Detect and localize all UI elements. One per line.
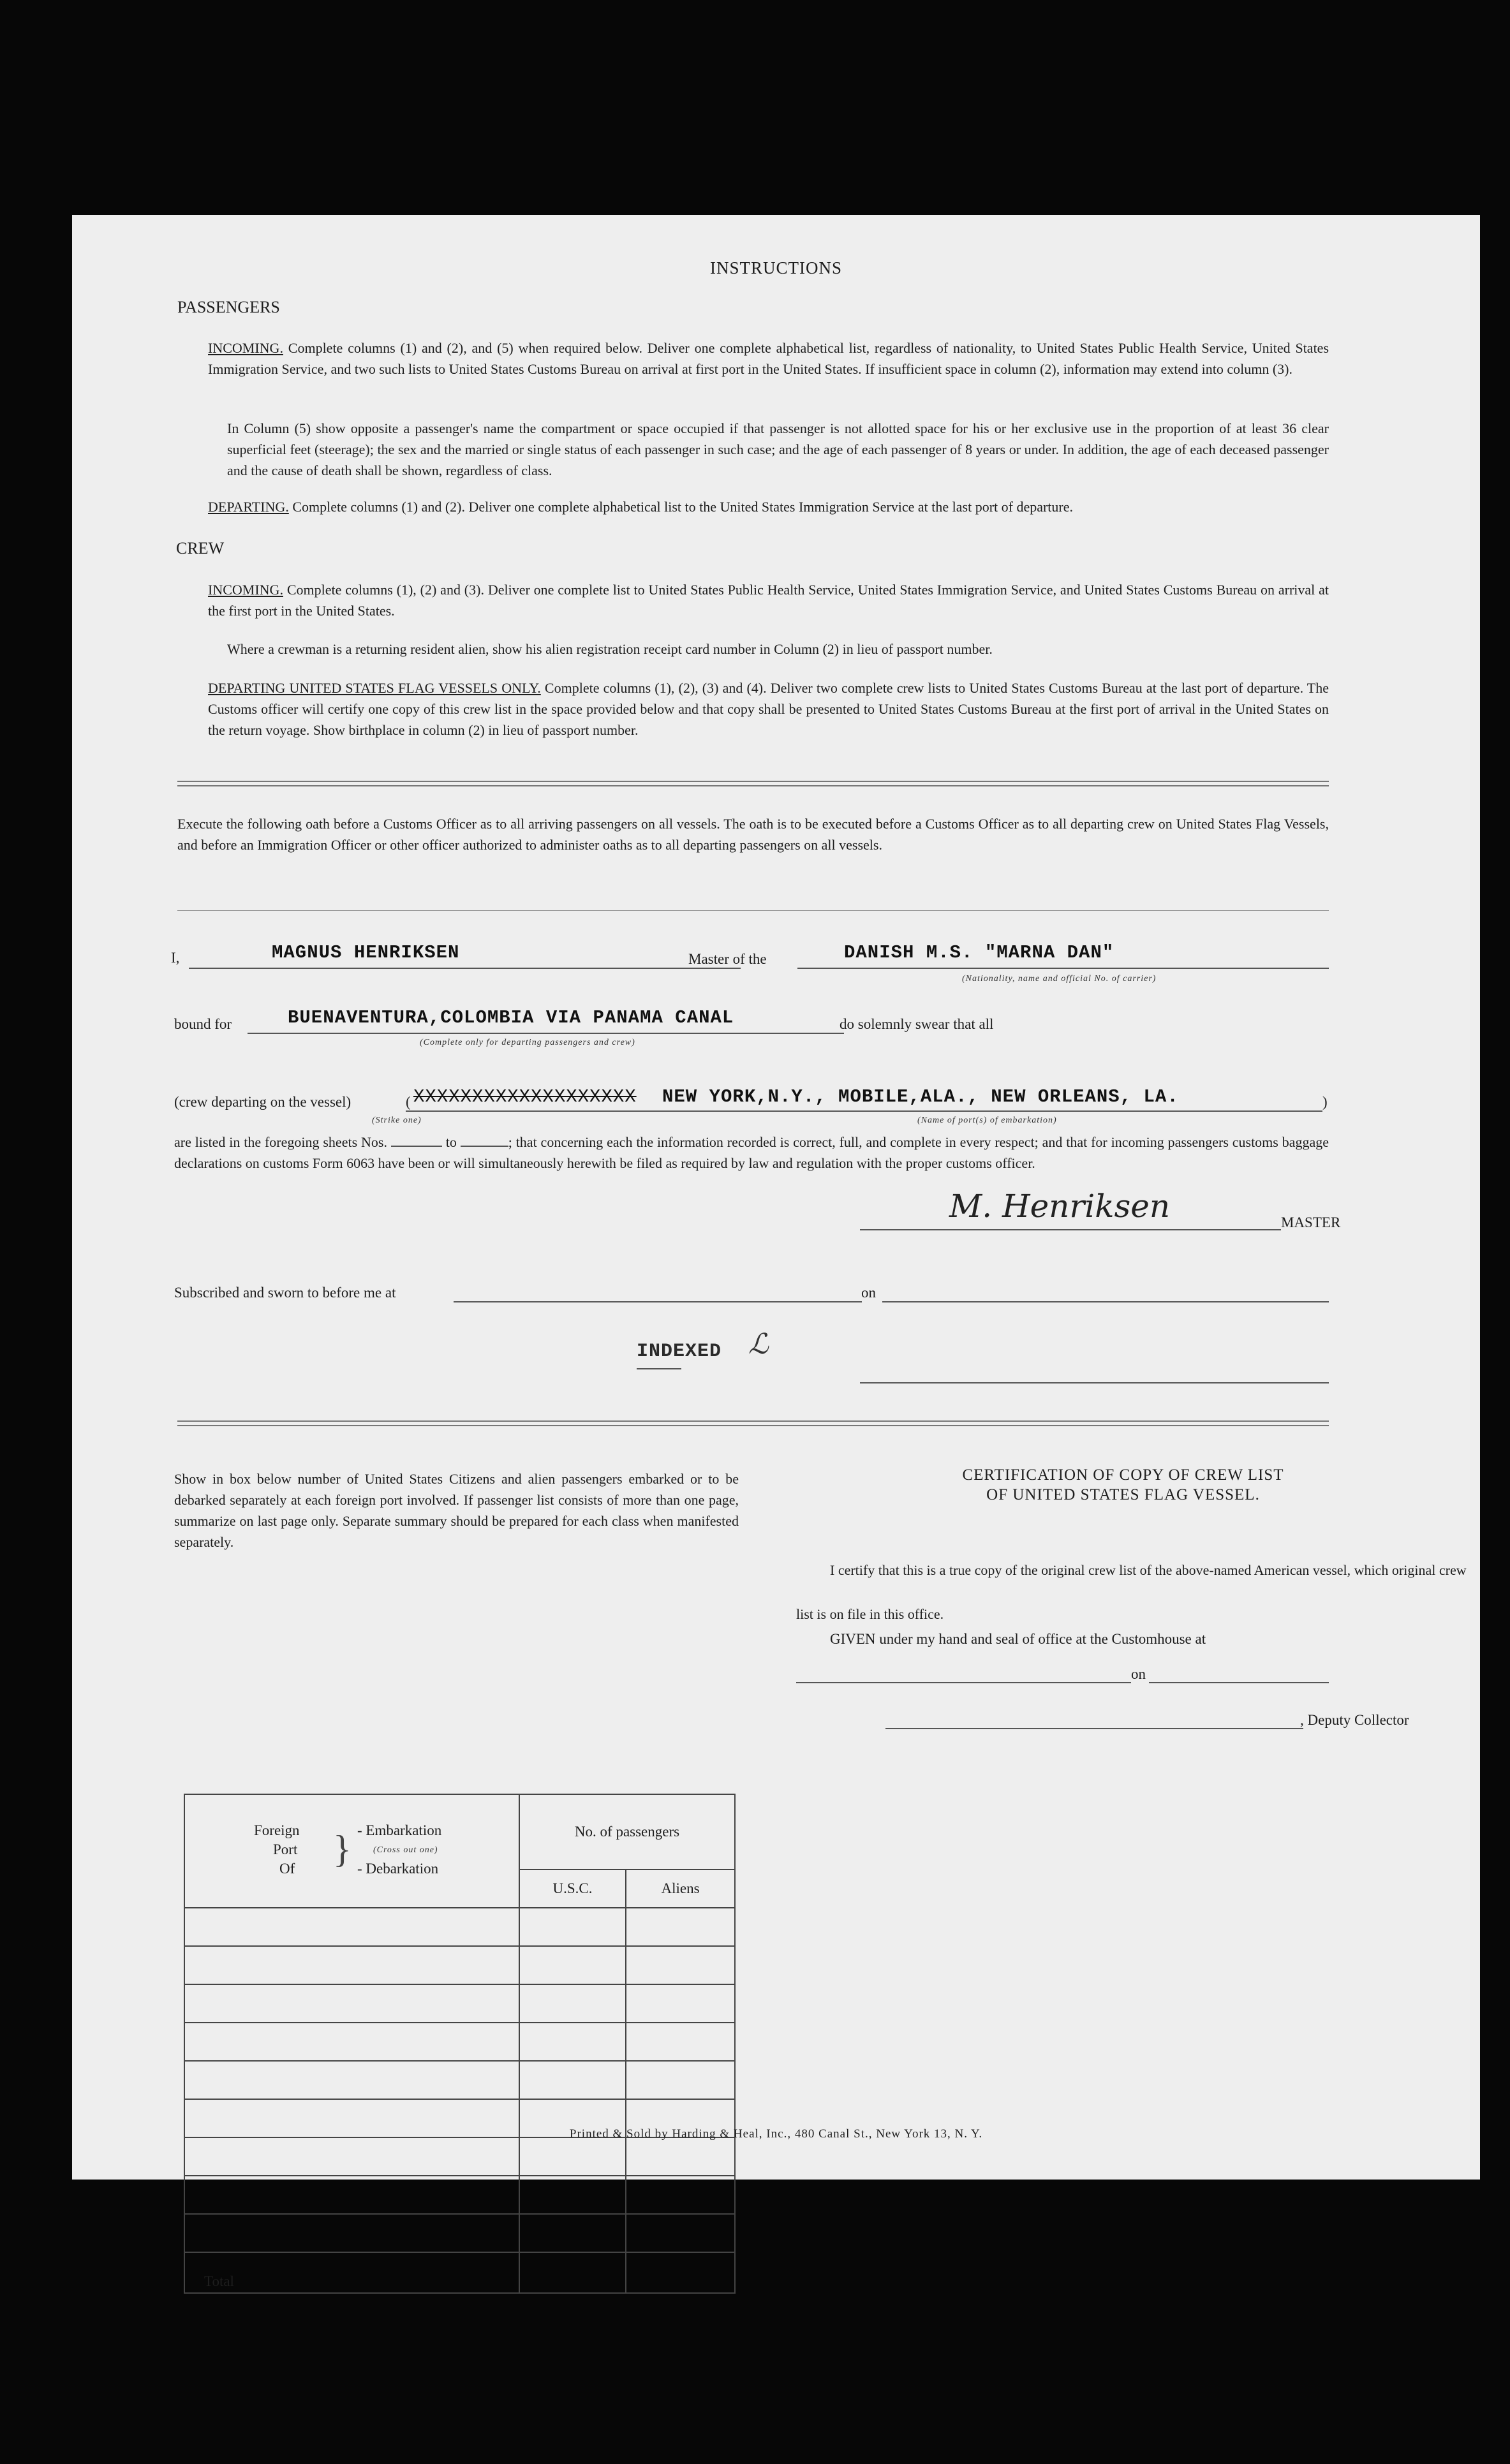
port-cell[interactable]: [184, 1946, 519, 1984]
summary-instructions: Show in box below number of United States Citizens and alien passengers embarked or to be debarked separately at each foreign port involved. If passenger list consists of more than one page, summarize on last page only. Separate summary should be prepared for each class when manifested separately.: [174, 1471, 739, 1550]
passengers-header: No. of passengers: [519, 1794, 735, 1870]
to-label: to: [445, 1134, 457, 1150]
column5-paragraph: In Column (5) show opposite a passenger's name the compartment or space occupied if that passenger is not allotted space for his or her exclusive use in the proportion of at least 36 clear superficial feet (steerage); the sex and the married or single status of each passenger in such case; and the age of each passenger of 8 years or under. In addition, the age of each deceased passenger and the cause of death shall be shown, regardless of class.: [227, 420, 1329, 478]
certification-title-line2: OF UNITED STATES FLAG VESSEL.: [986, 1486, 1260, 1503]
vessel-line: [797, 968, 1329, 969]
usc-cell[interactable]: [519, 1946, 626, 1984]
port-label-3: Of: [279, 1861, 295, 1877]
ports-line: [406, 1110, 1322, 1112]
sheet-to-line: [461, 1146, 508, 1147]
instructions-title: INSTRUCTIONS: [709, 258, 842, 277]
table-row: [184, 2023, 735, 2061]
debarkation-label: - Debarkation: [357, 1861, 439, 1877]
vessel-caption: (Nationality, name and official No. of carrier): [962, 974, 1157, 984]
ports-caption: (Name of port(s) of embarkation): [917, 1116, 1057, 1125]
passengers-departing-label: DEPARTING.: [208, 499, 289, 515]
oath-divider: [177, 910, 1329, 911]
aliens-cell[interactable]: [626, 2214, 735, 2252]
crew-departing-paragraph: [208, 677, 1329, 741]
usc-cell[interactable]: [519, 2137, 626, 2176]
aliens-cell[interactable]: [626, 2061, 735, 2099]
officer-line: [860, 1382, 1329, 1383]
listed-text: are listed in the foregoing sheets Nos.: [174, 1134, 387, 1150]
destination-line: [248, 1033, 844, 1034]
crew-departing-label: DEPARTING UNITED STATES FLAG VESSELS ONLY.: [208, 680, 541, 696]
oath-intro: Execute the following oath before a Customs Officer as to all arriving passengers on all vessels. The oath is to be executed before a Customs Officer as to all departing crew on United States Flag Vessels, and before an Immigration Officer or other officer authorized to administer oaths as to all departing passengers on all vessels.: [177, 816, 1329, 853]
sheet-from-line: [391, 1146, 442, 1147]
certification-title: [796, 1465, 1450, 1505]
bound-for-label: bound for: [174, 1016, 232, 1032]
usc-cell[interactable]: [519, 2023, 626, 2061]
printer-footer: Printed & Sold by Harding & Heal, Inc., 480 Canal St., New York 13, N. Y.: [569, 2127, 983, 2141]
port-cell[interactable]: [184, 1908, 519, 1946]
port-cell[interactable]: [184, 2023, 519, 2061]
usc-cell[interactable]: [519, 2176, 626, 2214]
passengers-incoming-text: Complete columns (1) and (2), and (5) when required below. Deliver one complete alphabetical list, regardless of nationality, to United States Public Health Service, United States Immigration Service, and two such lists to United States Customs Bureau on arrival at first port in the United States. If insufficient space in column (2), information may extend into column (3).: [208, 340, 1329, 377]
certify-text: I certify that this is a true copy of the original crew list of the above-named American vessel, which original crew list is on file in this office.: [796, 1562, 1467, 1622]
subscribed-label: Subscribed and sworn to before me at: [174, 1285, 396, 1301]
table-row: [184, 2214, 735, 2252]
close-paren: ): [1322, 1094, 1328, 1110]
deputy-signature-line: [885, 1728, 1303, 1729]
port-cell[interactable]: [184, 2061, 519, 2099]
total-row: [184, 2252, 735, 2293]
usc-cell[interactable]: [519, 2214, 626, 2252]
table-row: [184, 2137, 735, 2176]
ports: NEW YORK,N.Y., MOBILE,ALA., NEW ORLEANS, LA.: [662, 1086, 1179, 1107]
aliens-cell[interactable]: [626, 2137, 735, 2176]
crew-departing-text: Complete columns (1), (2), (3) and (4). Deliver two complete crew lists to United States Customs Bureau at the last port of departure. The Customs officer will certify one copy of this crew list in the space provided below and that copy shall be presented to United States Customs Bureau at the first port of arrival in the United States on the return voyage. Show birthplace in column (2) in lieu of passport number.: [208, 680, 1329, 738]
listed-paragraph: [174, 1132, 1329, 1174]
aliens-total-cell[interactable]: [626, 2252, 735, 2293]
swear-text: do solemnly swear that all: [840, 1016, 994, 1032]
aliens-cell[interactable]: [626, 2176, 735, 2214]
passengers-incoming-paragraph: [208, 337, 1329, 380]
port-cell[interactable]: [184, 2176, 519, 2214]
aliens-cell[interactable]: [626, 1946, 735, 1984]
crew-alien-paragraph: Where a crewman is a returning resident alien, show his alien registration receipt card number in Column (2) in lieu of passport number.: [227, 641, 993, 657]
vessel-name: DANISH M.S. "MARNA DAN": [844, 942, 1114, 963]
port-label-2: Port: [273, 1841, 298, 1857]
subscribed-place-line: [454, 1301, 862, 1302]
embarkation-label: - Embarkation: [357, 1822, 442, 1838]
bottom-divider: [177, 1420, 1329, 1426]
customhouse-line: [796, 1682, 1131, 1683]
aliens-cell[interactable]: [626, 1908, 735, 1946]
port-cell[interactable]: [184, 1984, 519, 2023]
table-header-row: [184, 1794, 735, 1870]
section-divider: [177, 781, 1329, 786]
deputy-collector-label: , Deputy Collector: [1300, 1712, 1409, 1728]
certification-on-label: on: [1131, 1666, 1146, 1682]
master-label: MASTER: [1281, 1214, 1341, 1230]
crew-incoming-label: INCOMING.: [208, 582, 283, 598]
table-row: [184, 1984, 735, 2023]
table-row: [184, 1908, 735, 1946]
indexed-underline: [637, 1368, 681, 1369]
usc-cell[interactable]: [519, 1908, 626, 1946]
i-label: I,: [171, 950, 180, 966]
usc-cell[interactable]: [519, 2061, 626, 2099]
passengers-incoming-label: INCOMING.: [208, 340, 283, 356]
crew-incoming-text: Complete columns (1), (2) and (3). Deliver one complete list to United States Public Health Service, United States Immigration Service, and United States Customs Bureau on arrival at the first port in the United States.: [208, 582, 1329, 619]
total-label: Total: [184, 2252, 519, 2293]
correct-text: ; that concerning each the information recorded is correct, full, and complete in every respect; and that for incoming passengers customs baggage declarations on customs Form 6063 have been or will simultaneously herewith be filed as required by law and regulation with the proper customs officer.: [174, 1134, 1329, 1171]
crew-heading: CREW: [176, 539, 225, 557]
struck-text: XXXXXXXXXXXXXXXXXXX: [413, 1086, 637, 1107]
cross-out-caption: (Cross out one): [373, 1845, 438, 1855]
port-cell[interactable]: [184, 2137, 519, 2176]
table-row: [184, 2176, 735, 2214]
table-row: [184, 1946, 735, 1984]
certification-title-line1: CERTIFICATION OF COPY OF CREW LIST: [962, 1466, 1284, 1484]
master-name-line: [189, 968, 741, 969]
port-header-cell: [184, 1794, 519, 1908]
passenger-summary-table: [184, 1794, 736, 2294]
document-page: [72, 215, 1480, 2289]
aliens-cell[interactable]: [626, 2023, 735, 2061]
usc-total-cell[interactable]: [519, 2252, 626, 2293]
crew-departing-label-oath: (crew departing on the vessel): [174, 1094, 352, 1110]
port-label-1: Foreign: [254, 1822, 300, 1838]
certification-date-line: [1149, 1682, 1329, 1683]
destination-caption: (Complete only for departing passengers and crew): [420, 1038, 635, 1047]
master-of-label: Master of the: [688, 951, 767, 967]
indexed-initial-icon: ℒ: [748, 1328, 769, 1361]
table-row: [184, 2061, 735, 2099]
passengers-heading: PASSENGERS: [177, 298, 280, 316]
strike-caption: (Strike one): [372, 1116, 422, 1125]
aliens-header: Aliens: [626, 1870, 735, 1908]
usc-header: U.S.C.: [519, 1870, 626, 1908]
usc-cell[interactable]: [519, 1984, 626, 2023]
subscribed-on-label: on: [861, 1285, 876, 1301]
open-paren: (: [406, 1094, 411, 1110]
crew-incoming-paragraph: [208, 579, 1329, 621]
passengers-departing-paragraph: [208, 496, 1329, 517]
port-cell[interactable]: [184, 2214, 519, 2252]
passengers-departing-text: Complete columns (1) and (2). Deliver one complete alphabetical list to the United States Immigration Service at the last port of departure.: [292, 499, 1074, 515]
indexed-stamp: INDEXED: [637, 1341, 722, 1362]
signature-line: [860, 1229, 1281, 1230]
aliens-cell[interactable]: [626, 1984, 735, 2023]
brace-icon: }: [333, 1828, 352, 1870]
master-signature: M. Henriksen: [949, 1188, 1171, 1225]
given-text: GIVEN under my hand and seal of office at the Customhouse at: [830, 1631, 1206, 1647]
subscribed-date-line: [882, 1301, 1329, 1302]
destination: BUENAVENTURA,COLOMBIA VIA PANAMA CANAL: [288, 1007, 734, 1028]
master-name: MAGNUS HENRIKSEN: [272, 942, 460, 963]
